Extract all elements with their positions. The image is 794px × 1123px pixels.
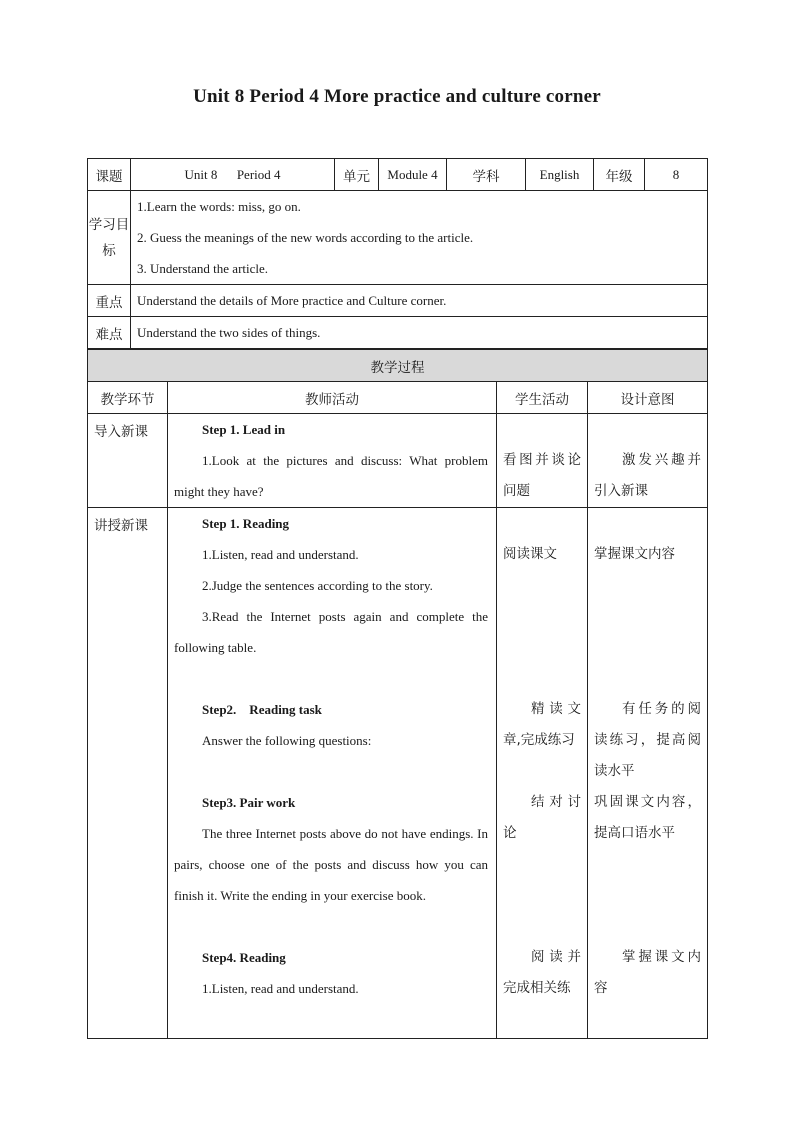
goals-label: 学习目标 (88, 191, 131, 285)
difficult-points-label: 难点 (88, 317, 131, 349)
col-teacher-header: 教师活动 (168, 382, 497, 414)
difficult-points-value: Understand the two sides of things. (131, 317, 708, 349)
topic-label: 课题 (88, 159, 131, 191)
activity-text: 1.Listen, read and understand. (202, 547, 359, 562)
process-section-title: 教学过程 (88, 350, 708, 382)
stage-new-lesson: 讲授新课 (88, 508, 168, 1039)
teaching-process-table (87, 349, 708, 1039)
goals-list (131, 191, 708, 285)
step-heading: Step 1. Lead in (202, 422, 286, 437)
stage-lead-in: 导入新课 (88, 414, 168, 508)
goal-item: 2. Guess the meanings of the new words according to the article. (137, 230, 474, 245)
activity-text: 2.Judge the sentences according to the story. (202, 578, 433, 593)
step-heading: Step4. Reading (202, 950, 286, 965)
goal-item: 1.Learn the words: miss, go on. (137, 199, 301, 214)
grade-value: 8 (645, 159, 708, 191)
unit-value: Module 4 (379, 159, 447, 191)
design-intent-text: 有任务的阅读练习，提高阅读水平 (594, 701, 701, 779)
key-points-value: Understand the details of More practice and Culture corner. (131, 285, 708, 317)
subject-value: English (526, 159, 594, 191)
new-lesson-intent (588, 508, 708, 1039)
col-stage-header: 教学环节 (88, 382, 168, 414)
activity-text: 3.Read the Internet posts again and complete the following table. (174, 609, 488, 655)
col-intent-header: 设计意图 (588, 382, 708, 414)
grade-label: 年级 (594, 159, 645, 191)
activity-text: Answer the following questions: (202, 733, 372, 748)
lead-in-student (497, 414, 588, 508)
goal-item: 3. Understand the article. (137, 261, 269, 276)
activity-text: 1.Listen, read and understand. (202, 981, 359, 996)
lesson-info-table (87, 158, 708, 349)
document-title: Unit 8 Period 4 More practice and culture corner (193, 86, 601, 107)
subject-label: 学科 (447, 159, 526, 191)
step-heading: Step3. Pair work (202, 795, 296, 810)
new-lesson-student (497, 508, 588, 1039)
step-heading: Step2. Reading task (202, 702, 322, 717)
new-lesson-activity (168, 508, 497, 1039)
key-points-label: 重点 (88, 285, 131, 317)
design-intent-text: 掌握课文内容 (594, 546, 675, 562)
activity-text: The three Internet posts above do not have endings. In pairs, choose one of the posts and discuss how you can finish it. Write the ending in your exercise book. (174, 826, 488, 903)
student-activity-text: 阅读课文 (503, 546, 557, 562)
design-intent-text: 激发兴趣并引入新课 (594, 452, 701, 499)
col-student-header: 学生活动 (497, 382, 588, 414)
activity-text: 1.Look at the pictures and discuss: What problem might they have? (174, 453, 488, 499)
design-intent-text: 掌握课文内容 (594, 949, 701, 996)
lead-in-activity (168, 414, 497, 508)
step-heading: Step 1. Reading (202, 516, 290, 531)
topic-value: Unit 8 Period 4 (131, 159, 335, 191)
student-activity-text: 结对讨论 (503, 794, 581, 841)
student-activity-text: 阅读并完成相关练 (503, 949, 581, 996)
design-intent-text: 巩固课文内容，提高口语水平 (594, 794, 701, 841)
lead-in-intent (588, 414, 708, 508)
student-activity-text: 看图并谈论问题 (503, 452, 581, 499)
student-activity-text: 精读文章,完成练习 (503, 701, 581, 748)
unit-label: 单元 (335, 159, 379, 191)
